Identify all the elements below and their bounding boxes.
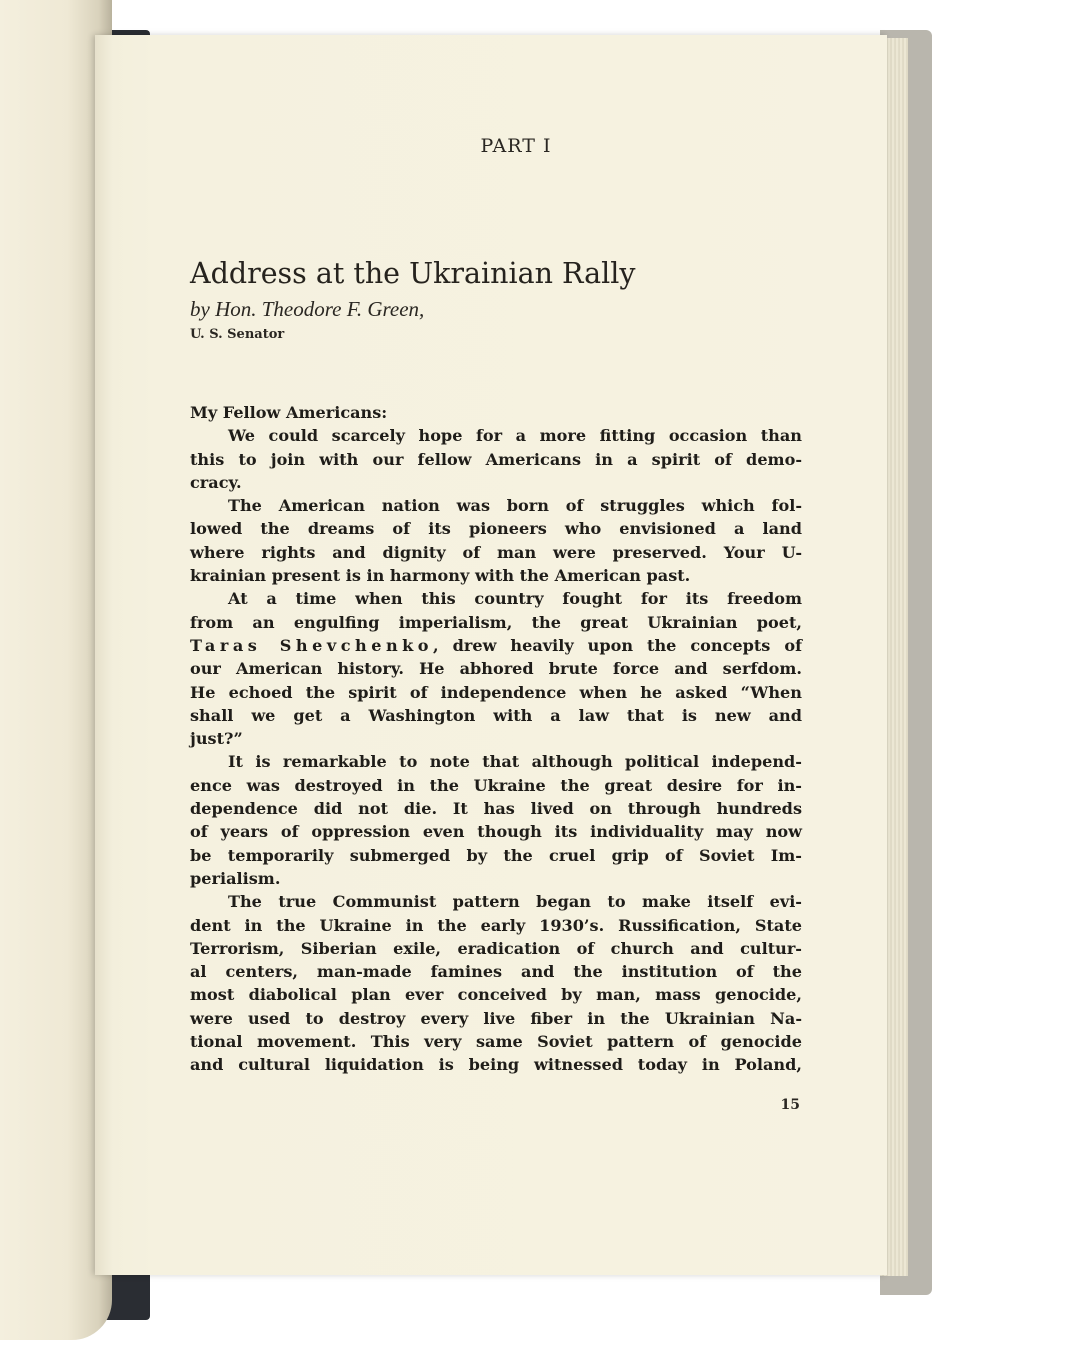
text-line: dent in the Ukraine in the early 1930’s. Russification, State <box>190 915 802 935</box>
text-line: He echoed the spirit of independence when he asked “When <box>190 682 802 702</box>
text-line: of years of oppression even though its individuality may now <box>190 822 802 842</box>
right-page <box>95 35 887 1275</box>
text-line: be temporarily submerged by the cruel grip of Soviet Im- <box>190 845 802 865</box>
article-title: Address at the Ukrainian Rally <box>190 257 636 290</box>
text-line: tional movement. This very same Soviet pattern of genocide <box>190 1032 802 1052</box>
text-line: al centers, man-made famines and the institution of the <box>190 962 802 982</box>
text-line: lowed the dreams of its pioneers who envisioned a land <box>190 519 802 539</box>
text-line: dependence did not die. It has lived on through hundreds <box>190 799 802 819</box>
article-body <box>190 401 802 1077</box>
paragraph-1 <box>190 424 802 494</box>
poet-name: Taras Shevchenko <box>190 635 434 655</box>
text-line: just?” <box>190 729 243 749</box>
text-line: It is remarkable to note that although political independ- <box>228 752 802 772</box>
paragraph-4 <box>190 750 802 890</box>
text-line: The American nation was born of struggles which fol- <box>228 496 802 516</box>
text-line: Terrorism, Siberian exile, eradication of church and cultur- <box>190 938 802 958</box>
text-line: our American history. He abhored brute force and serfdom. <box>190 659 802 679</box>
text-line: were used to destroy every live fiber in the Ukrainian Na- <box>190 1008 802 1028</box>
page-number: 15 <box>780 1097 800 1113</box>
salutation: My Fellow Americans: <box>190 403 388 422</box>
text-line: from an engulfing imperialism, the great Ukrainian poet, <box>190 612 802 632</box>
text-line-rest: , drew heavily upon the concepts of <box>433 635 802 655</box>
text-line: perialism. <box>190 868 281 888</box>
text-line: krainian present is in harmony with the American past. <box>190 566 691 586</box>
text-line: We could scarcely hope for a more fitting occasion than <box>228 426 802 446</box>
part-heading: PART I <box>480 135 552 157</box>
text-line: The true Communist pattern began to make itself evi- <box>228 892 802 912</box>
byline: by Hon. Theodore F. Green, <box>190 297 425 321</box>
author-role: U. S. Senator <box>190 327 285 342</box>
text-line <box>190 634 802 657</box>
text-line: shall we get a Washington with a law that is new and <box>190 705 802 725</box>
text-line: this to join with our fellow Americans in a spirit of demo- <box>190 449 802 469</box>
text-line: and cultural liquidation is being witnessed today in Poland, <box>190 1055 802 1075</box>
paragraph-3 <box>190 587 802 750</box>
paragraph-5 <box>190 890 802 1076</box>
text-line: where rights and dignity of man were preserved. Your U- <box>190 542 802 562</box>
text-line: most diabolical plan ever conceived by man, mass genocide, <box>190 985 802 1005</box>
text-line: At a time when this country fought for its freedom <box>228 589 802 609</box>
text-line: cracy. <box>190 472 242 492</box>
paragraph-2 <box>190 494 802 587</box>
text-line: ence was destroyed in the Ukraine the great desire for in- <box>190 775 802 795</box>
